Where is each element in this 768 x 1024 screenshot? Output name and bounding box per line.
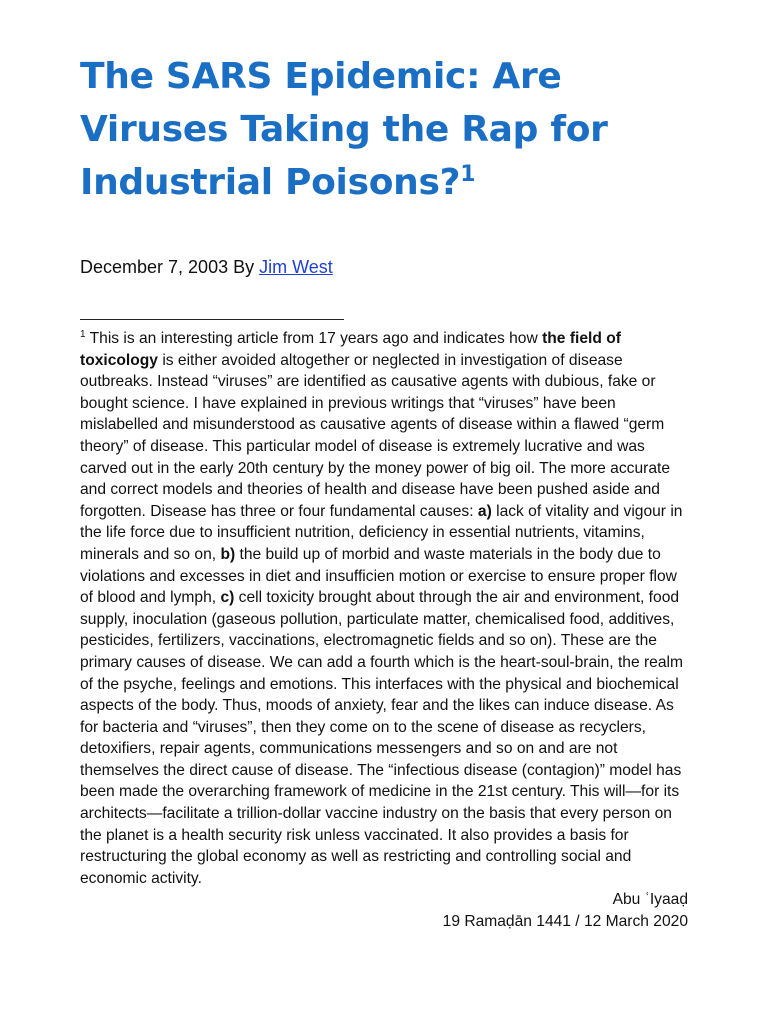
footnote-mark: 1 (80, 328, 86, 340)
footnote-bold-c: c) (220, 589, 235, 607)
document-page (80, 50, 692, 933)
footnote-part-4: the build up of morbid and waste materials in the body due to violations and excesses in diet and insufficien motion or exercise to ensure proper flow of blood and lymph, (80, 545, 677, 607)
footnote-part-5: cell toxicity brought about through the air and environment, food supply, inoculation (gaseous pollution, particulate matter, chemicalised food, additives, pesticides, fertilizers, vaccinations, electromagnetic fields and so on). These are the primary causes of disease. We can add a fourth which is the heart-soul-brain, the realm of the psyche, feelings and emotions. This interfaces with the physical and biochemical aspects of the body. Thus, moods of anxiety, fear and the likes can induce disease. As for bacteria and “viruses”, then they come on to the scene of disease as recyclers, detoxifiers, repair agents, communications messengers and so on and are not themselves the direct cause of disease. The “infectious disease (contagion)” model has been made the overarching framework of medicine in the 21st century. This will—for its architects—facilitate a trillion-dollar vaccine industry on the basis that every person on the planet is a health security risk unless vaccinated. It also provides a basis for restructuring the global economy as well as restricting and controlling social and economic activity. (80, 589, 683, 887)
article-title (80, 50, 692, 209)
footnote-separator (80, 319, 344, 320)
author-link[interactable]: Jim West (259, 257, 333, 277)
footnote-part-1: This is an interesting article from 17 years ago and indicates how (89, 330, 538, 347)
footnote-part-2: is either avoided altogether or neglected in investigation of disease outbreaks. Instead “viruses” are identified as causative agents with dubious, fake or bought science. I have explained in previous writings that “viruses” have been mislabelled and misunderstood as causative agents of disease within a flawed “germ theory” of disease. This particular model of disease is extremely lucrative and was carved out in the early 20th century by the money power of big oil. The more accurate and correct models and theories of health and disease have been pushed aside and forgotten. Disease has three or four fundamental causes: (80, 351, 670, 520)
footnote-text (80, 328, 692, 889)
title-footnote-mark: 1 (460, 162, 476, 187)
footnote-bold-1: the field of toxicology (80, 330, 621, 369)
signature-name: Abu ʿIyaaḍ (612, 891, 688, 909)
footnote-bold-a: a) (477, 502, 492, 520)
signature-date: 19 Ramaḍān 1441 / 12 March 2020 (442, 913, 688, 931)
article-date: December 7, 2003 (80, 257, 229, 277)
by-label: By (233, 257, 255, 277)
byline (80, 255, 692, 279)
footnote-bold-b: b) (220, 545, 236, 563)
article-title-text: The SARS Epidemic: Are Viruses Taking the Rap for Industrial Poisons? (80, 56, 608, 203)
footnote-part-3: lack of vitality and vigour in the life force due to insufficient nutrition, deficiency in essential nutrients, vitamins, minerals and so on, (80, 502, 683, 563)
